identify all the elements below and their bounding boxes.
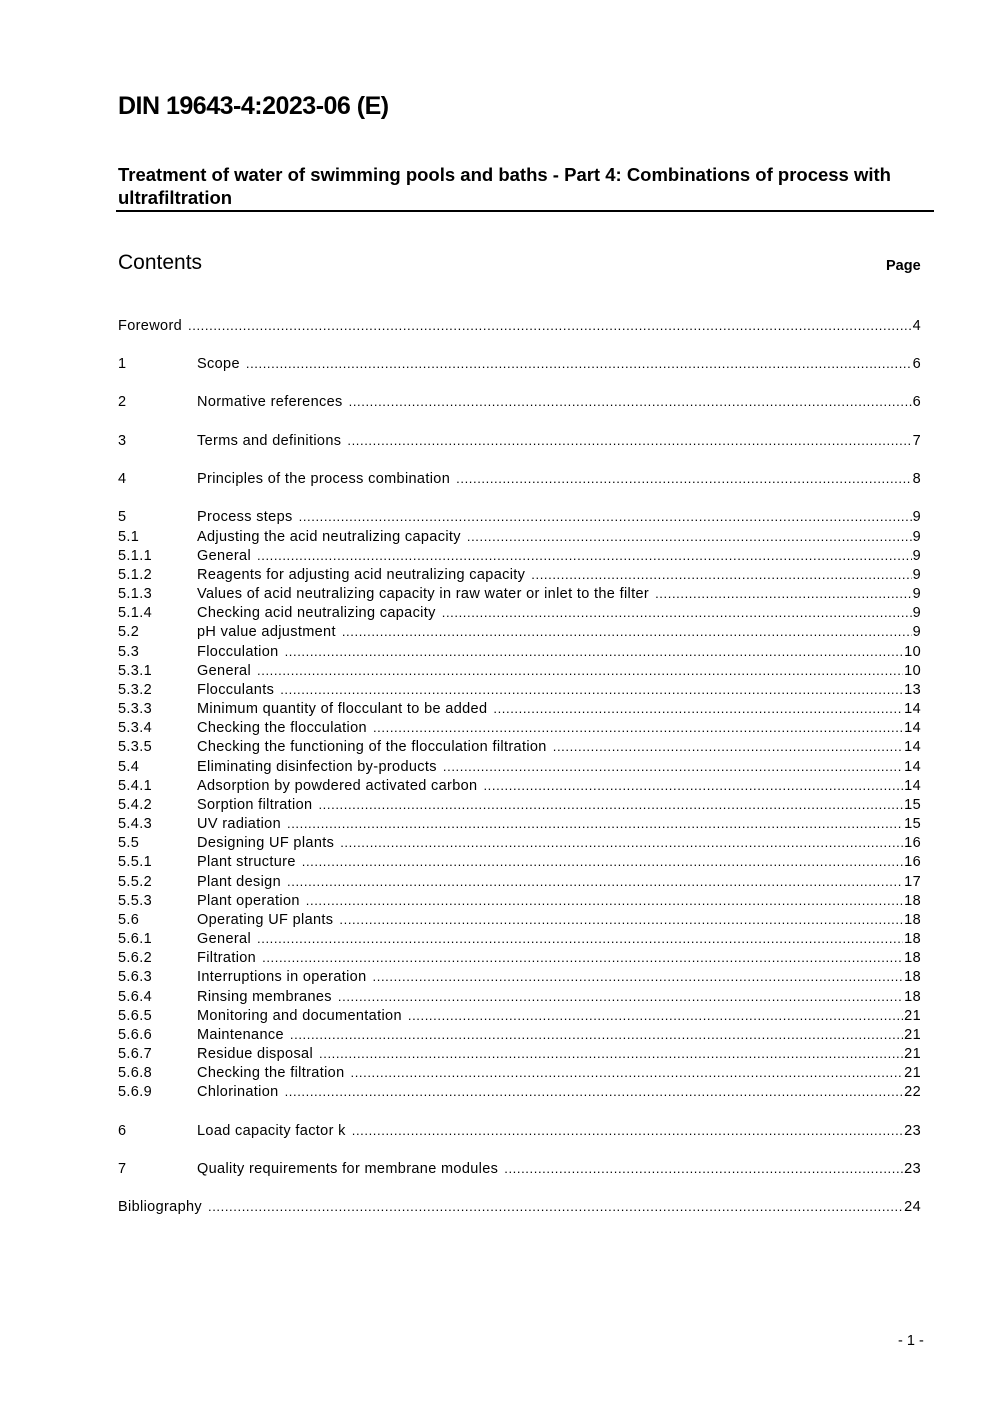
- document-id: DIN 19643-4:2023-06 (E): [118, 92, 389, 120]
- toc-entry-title: Residue disposal: [197, 1046, 314, 1062]
- toc-entry-number: 5.4: [118, 759, 140, 775]
- toc-entry-title: Sorption filtration: [197, 797, 313, 813]
- toc-entry-title: Load capacity factor k: [197, 1123, 346, 1139]
- toc-dot-leader: [306, 891, 903, 910]
- toc-dot-leader: [285, 1082, 904, 1101]
- toc-entry-number: 5.6.1: [118, 931, 152, 947]
- toc-entry-title: Monitoring and documentation: [197, 1008, 402, 1024]
- toc-entry-page: 9: [912, 567, 921, 583]
- toc-entry[interactable]: [118, 1121, 921, 1140]
- toc-entry-page: 18: [904, 912, 921, 928]
- toc-entry-number: 6: [118, 1123, 127, 1139]
- toc-entry-page: 15: [904, 816, 921, 832]
- toc-entry-number: 3: [118, 433, 127, 449]
- toc-entry[interactable]: [118, 1006, 921, 1025]
- toc-dot-leader: [373, 718, 903, 737]
- toc-dot-leader: [257, 546, 912, 565]
- toc-entry-number: 5.6.8: [118, 1065, 152, 1081]
- toc-entry[interactable]: [118, 910, 921, 929]
- toc-entry-page: 13: [904, 682, 921, 698]
- toc-dot-leader: [287, 814, 903, 833]
- toc-entry-title: Filtration: [197, 950, 257, 966]
- toc-entry-title: Checking acid neutralizing capacity: [197, 605, 436, 621]
- toc-entry[interactable]: [118, 603, 921, 622]
- toc-entry-page: 18: [904, 969, 921, 985]
- toc-entry-number: 5.5.3: [118, 893, 152, 909]
- toc-entry-page: 10: [904, 663, 921, 679]
- toc-entry-page: 21: [904, 1008, 921, 1024]
- toc-entry-title: Rinsing membranes: [197, 989, 332, 1005]
- toc-dot-leader: [342, 622, 912, 641]
- toc-entry-page: 22: [904, 1084, 921, 1100]
- toc-entry-number: 2: [118, 394, 127, 410]
- toc-entry-page: 24: [904, 1199, 921, 1215]
- toc-entry-page: 9: [912, 605, 921, 621]
- toc-dot-leader: [287, 872, 903, 891]
- toc-entry-number: 5.3.1: [118, 663, 152, 679]
- toc-entry[interactable]: [118, 872, 921, 891]
- toc-entry-number: 5.1.4: [118, 605, 152, 621]
- toc-entry-title: Adjusting the acid neutralizing capacity: [197, 529, 461, 545]
- toc-dot-leader: [340, 833, 903, 852]
- toc-entry[interactable]: [118, 833, 921, 852]
- toc-entry[interactable]: [118, 316, 921, 335]
- toc-entry[interactable]: [118, 987, 921, 1006]
- toc-entry-page: 14: [904, 720, 921, 736]
- toc-entry-number: 5.1: [118, 529, 140, 545]
- toc-dot-leader: [290, 1025, 903, 1044]
- toc-entry-page: 16: [904, 835, 921, 851]
- toc-dot-leader: [352, 1121, 903, 1140]
- toc-dot-leader: [347, 431, 911, 450]
- page-number: - 1 -: [898, 1333, 924, 1349]
- toc-entry[interactable]: [118, 507, 921, 526]
- toc-entry-title: Checking the flocculation: [197, 720, 367, 736]
- toc-dot-leader: [188, 316, 912, 335]
- toc-dot-leader: [208, 1197, 903, 1216]
- toc-entry-page: 18: [904, 931, 921, 947]
- toc-entry-title: Terms and definitions: [197, 433, 342, 449]
- toc-entry-number: 5.3.2: [118, 682, 152, 698]
- toc-entry-page: 15: [904, 797, 921, 813]
- toc-entry[interactable]: [118, 1197, 921, 1216]
- toc-dot-leader: [299, 507, 912, 526]
- toc-entry-number: 5.1.3: [118, 586, 152, 602]
- toc-entry-number: 5.1.2: [118, 567, 152, 583]
- toc-dot-leader: [442, 603, 912, 622]
- toc-entry-number: 5.6.2: [118, 950, 152, 966]
- toc-entry-number: 5.6.4: [118, 989, 152, 1005]
- toc-entry-title: Adsorption by powdered activated carbon: [197, 778, 478, 794]
- toc-entry-page: 7: [912, 433, 921, 449]
- toc-entry-title: Maintenance: [197, 1027, 284, 1043]
- toc-dot-leader: [280, 680, 903, 699]
- toc-entry-number: 5.6.5: [118, 1008, 152, 1024]
- toc-entry-page: 14: [904, 759, 921, 775]
- toc-entry[interactable]: [118, 967, 921, 986]
- toc-entry-number: 5.5.2: [118, 874, 152, 890]
- toc-dot-leader: [373, 967, 904, 986]
- toc-entry-title: General: [197, 931, 252, 947]
- toc-entry-title: Scope: [197, 356, 240, 372]
- toc-entry[interactable]: [118, 354, 921, 373]
- toc-entry-number: 5.5: [118, 835, 140, 851]
- toc-entry-number: 5.6.3: [118, 969, 152, 985]
- toc-dot-leader: [483, 776, 903, 795]
- toc-entry[interactable]: [118, 757, 921, 776]
- toc-dot-leader: [467, 527, 912, 546]
- toc-entry[interactable]: [118, 776, 921, 795]
- toc-dot-leader: [443, 757, 903, 776]
- toc-entry-title: Bibliography: [118, 1199, 202, 1215]
- toc-entry-page: 10: [904, 644, 921, 660]
- toc-entry-page: 6: [912, 356, 921, 372]
- toc-entry-title: Quality requirements for membrane modules: [197, 1161, 499, 1177]
- toc-entry-title: Checking the functioning of the flocculation filtration: [197, 739, 547, 755]
- toc-entry-title: Plant design: [197, 874, 282, 890]
- toc-entry-page: 17: [904, 874, 921, 890]
- toc-entry-page: 21: [904, 1065, 921, 1081]
- toc-dot-leader: [531, 565, 911, 584]
- toc-entry-title: Foreword: [118, 318, 183, 334]
- toc-entry-title: Normative references: [197, 394, 343, 410]
- toc-entry-page: 14: [904, 739, 921, 755]
- toc-entry-page: 23: [904, 1161, 921, 1177]
- toc-dot-leader: [349, 392, 912, 411]
- toc-entry[interactable]: [118, 661, 921, 680]
- page-column-label: Page: [886, 258, 921, 274]
- toc-dot-leader: [408, 1006, 903, 1025]
- toc-entry-number: 5.4.1: [118, 778, 152, 794]
- toc-entry-title: Process steps: [197, 509, 293, 525]
- toc-entry-number: 5.2: [118, 624, 140, 640]
- toc-dot-leader: [318, 795, 903, 814]
- toc-dot-leader: [285, 642, 904, 661]
- toc-entry[interactable]: [118, 1082, 921, 1101]
- toc-entry-page: 8: [912, 471, 921, 487]
- toc-entry[interactable]: [118, 527, 921, 546]
- toc-entry-page: 18: [904, 893, 921, 909]
- toc-entry-title: Operating UF plants: [197, 912, 334, 928]
- toc-entry-page: 14: [904, 778, 921, 794]
- toc-dot-leader: [339, 910, 903, 929]
- toc-entry-number: 5.5.1: [118, 854, 152, 870]
- toc-dot-leader: [338, 987, 903, 1006]
- toc-entry-page: 23: [904, 1123, 921, 1139]
- toc-entry-title: Chlorination: [197, 1084, 279, 1100]
- toc-entry[interactable]: [118, 795, 921, 814]
- toc-entry[interactable]: [118, 622, 921, 641]
- toc-dot-leader: [553, 737, 903, 756]
- toc-entry[interactable]: [118, 392, 921, 411]
- toc-entry-title: Reagents for adjusting acid neutralizing capacity: [197, 567, 526, 583]
- toc-entry-page: 21: [904, 1027, 921, 1043]
- toc-entry-number: 5.4.2: [118, 797, 152, 813]
- toc-entry[interactable]: [118, 891, 921, 910]
- toc-entry-title: Plant operation: [197, 893, 300, 909]
- toc-entry-page: 6: [912, 394, 921, 410]
- toc-dot-leader: [257, 929, 903, 948]
- toc-dot-leader: [302, 852, 903, 871]
- toc-dot-leader: [246, 354, 912, 373]
- toc-entry[interactable]: [118, 1025, 921, 1044]
- toc-entry-title: Designing UF plants: [197, 835, 335, 851]
- toc-entry[interactable]: [118, 852, 921, 871]
- toc-entry-number: 5.6.6: [118, 1027, 152, 1043]
- toc-entry-number: 5.3.3: [118, 701, 152, 717]
- toc-entry-number: 7: [118, 1161, 127, 1177]
- toc-dot-leader: [351, 1063, 904, 1082]
- toc-entry[interactable]: [118, 642, 921, 661]
- toc-entry-title: UV radiation: [197, 816, 281, 832]
- toc-entry-title: pH value adjustment: [197, 624, 336, 640]
- toc-entry-page: 18: [904, 989, 921, 1005]
- toc-entry[interactable]: [118, 546, 921, 565]
- toc-entry[interactable]: [118, 718, 921, 737]
- toc-entry[interactable]: [118, 1044, 921, 1063]
- toc-entry[interactable]: [118, 680, 921, 699]
- toc-entry[interactable]: [118, 699, 921, 718]
- toc-entry-number: 5.3.4: [118, 720, 152, 736]
- toc-entry-number: 5.4.3: [118, 816, 152, 832]
- toc-entry-page: 18: [904, 950, 921, 966]
- toc-entry-number: 5.6.9: [118, 1084, 152, 1100]
- toc-entry-title: Flocculants: [197, 682, 275, 698]
- toc-entry-number: 5.3.5: [118, 739, 152, 755]
- toc-entry[interactable]: [118, 814, 921, 833]
- toc-entry-number: 5.6: [118, 912, 140, 928]
- toc-entry-title: Principles of the process combination: [197, 471, 451, 487]
- toc-entry[interactable]: [118, 584, 921, 603]
- toc-entry-number: 5.1.1: [118, 548, 152, 564]
- toc-entry-title: Minimum quantity of flocculant to be added: [197, 701, 488, 717]
- toc-entry-title: Interruptions in operation: [197, 969, 367, 985]
- toc-entry-number: 5.6.7: [118, 1046, 152, 1062]
- toc-entry[interactable]: [118, 431, 921, 450]
- toc-dot-leader: [262, 948, 903, 967]
- toc-entry-page: 9: [912, 586, 921, 602]
- toc-entry-number: 5: [118, 509, 127, 525]
- toc-entry-page: 9: [912, 509, 921, 525]
- toc-entry-title: Flocculation: [197, 644, 279, 660]
- toc-entry-page: 16: [904, 854, 921, 870]
- toc-entry[interactable]: [118, 1159, 921, 1178]
- toc-entry-page: 21: [904, 1046, 921, 1062]
- toc-entry[interactable]: [118, 929, 921, 948]
- toc-dot-leader: [493, 699, 903, 718]
- toc-entry-page: 9: [912, 624, 921, 640]
- contents-heading: Contents: [118, 251, 203, 274]
- toc-entry-page: 14: [904, 701, 921, 717]
- toc-entry-number: 1: [118, 356, 127, 372]
- toc-entry-title: General: [197, 663, 252, 679]
- toc-entry-title: Checking the filtration: [197, 1065, 345, 1081]
- toc-entry-title: Eliminating disinfection by-products: [197, 759, 437, 775]
- toc-dot-leader: [655, 584, 911, 603]
- toc-entry[interactable]: [118, 469, 921, 488]
- toc-entry-number: 5.3: [118, 644, 140, 660]
- toc-entry-page: 4: [912, 318, 921, 334]
- toc-entry-page: 9: [912, 529, 921, 545]
- document-title: Treatment of water of swimming pools and baths - Part 4: Combinations of process with ultrafiltration: [118, 164, 891, 208]
- toc-entry[interactable]: [118, 565, 921, 584]
- toc-dot-leader: [456, 469, 911, 488]
- toc-dot-leader: [319, 1044, 903, 1063]
- toc-dot-leader: [257, 661, 903, 680]
- toc-dot-leader: [504, 1159, 903, 1178]
- toc-entry[interactable]: [118, 737, 921, 756]
- toc-entry-title: Values of acid neutralizing capacity in raw water or inlet to the filter: [197, 586, 650, 602]
- toc-entry-number: 4: [118, 471, 127, 487]
- toc-entry[interactable]: [118, 948, 921, 967]
- toc-entry-title: Plant structure: [197, 854, 296, 870]
- toc-entry[interactable]: [118, 1063, 921, 1082]
- toc-entry-title: General: [197, 548, 252, 564]
- toc-entry-page: 9: [912, 548, 921, 564]
